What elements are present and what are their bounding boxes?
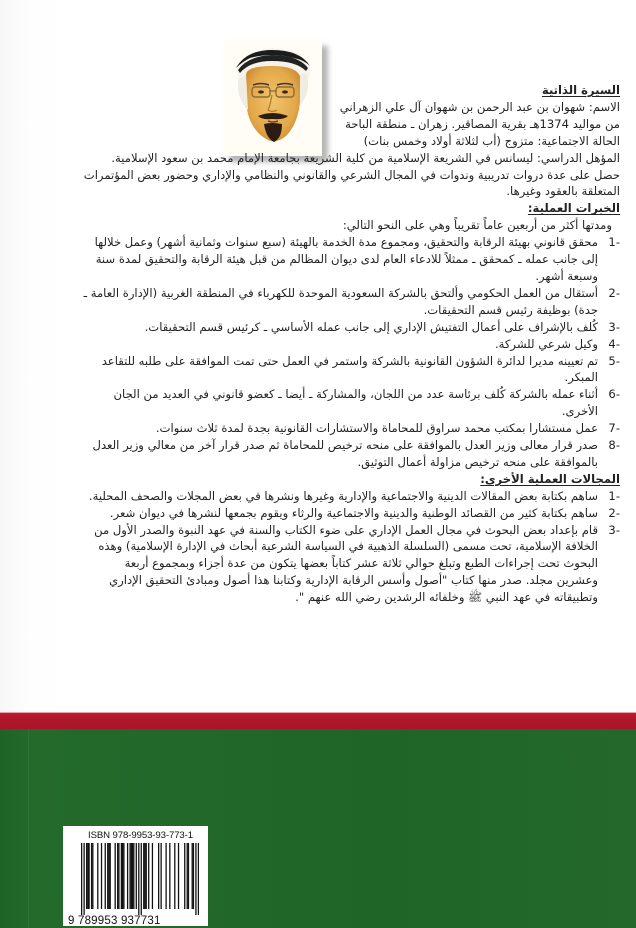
barcode-bar [92, 843, 93, 909]
barcode-bar [88, 843, 89, 909]
list-item [80, 285, 620, 319]
list-item [80, 420, 620, 437]
item-number: -7 [608, 421, 620, 436]
list-item [80, 353, 620, 387]
barcode-bar [198, 843, 199, 915]
barcode-bar [138, 843, 139, 915]
barcode-bar [187, 843, 188, 909]
barcode-bar [178, 843, 179, 909]
barcode-bar [158, 843, 159, 909]
barcode-bar [122, 843, 123, 909]
item-text: كُلف بالإشراف على أعمال التفتيش الإداري إلى جانب عمله الأساسي ـ كرئيس قسم التحقيقات. [144, 319, 598, 334]
barcode-bar [160, 843, 161, 909]
item-text: وكيل شرعي للشركة. [495, 336, 598, 351]
barcode-bar [97, 843, 98, 909]
barcode-bar [129, 843, 130, 909]
barcode-bar [174, 843, 175, 909]
item-number: -3 [608, 319, 620, 334]
barcode-bar [144, 843, 145, 909]
barcode-bar [192, 843, 193, 909]
barcode-bar [117, 843, 118, 909]
bio-name-line: الاسم: شهوان بن عبد الرحمن بن شهوان آل علي الزهراني [339, 99, 620, 114]
item-text: قام بإعداد بعض البحوث في مجال العمل الإداري على ضوء الكتاب والسنة في عهد النبوة والصدر الأول من الخلافة الإسلامية، تحت مسمى (السلسلة الذهبية في السياسة الشرعية أبحاث في الإدارة الإسلامية) وهذه البحوث تحت إجراءات الطبع وتبلغ حوالي ثلاثة عشر كتاباً بعضها يتكون من عدة أجزاء وبمجموع أربعة وعشرين مجلد. صدر منها كتاب "أصول وأسس الرقابة الإدارية وكتابنا هذا أصول ومبادئ التحقيق الإداري وتطبيقاته في عهد النبي ﷺ وخلفائه الرشدين رضي الله عنهم ". [94, 522, 598, 605]
barcode-bar [81, 843, 82, 915]
item-text: ساهم بكتابة كثير من القصائد الوطنية والدينية والاجتماعية والرثاء ويقوم بجمعها لنشرها في ديوان شعر. [109, 505, 598, 520]
list-item [80, 488, 620, 505]
list-item [80, 234, 620, 285]
barcode-bar [152, 843, 153, 909]
red-band [0, 712, 636, 730]
item-text: صدر قرار معالى وزير العدل بالموافقة على منحه ترخيص للمحاماة ثم صدر قرار آخر من معالي وزير العدل بالموافقة على منحه ترخيص مزاولة أعمال التوثيق. [92, 438, 598, 469]
bio-birth-line: من مواليد 1374هـ بقرية المصاقير. زهران ـ منطقة الباحة [345, 116, 620, 131]
bio-marital-line: الحالة الاجتماعية: متزوج (أب لثلاثة أولاد وخمس بنات) [363, 133, 620, 148]
item-text: محقق قانوني بهيئة الرقابة والتحقيق، ومجموع مدة الخدمة بالهيئة (سبع سنوات وثمانية أشهر) وعمل خلالها إلى جانب عمله ـ كمحقق ـ ممثلاً للادعاء العام لدى ديوان المظالم من قبل هيئة الرقابة والتحقيق لمدة سنة وسبعة أشهر. [94, 235, 598, 283]
isbn-barcode [63, 826, 208, 926]
other-fields-list [80, 488, 620, 606]
barcode-bar [86, 843, 87, 909]
list-item [80, 522, 620, 607]
barcode-bar [101, 843, 102, 909]
item-number: -3 [608, 522, 620, 537]
item-number: -6 [608, 387, 620, 402]
barcode-bar [91, 843, 92, 909]
item-text: أثناء عمله بالشركة كُلف برئاسة عدد من اللجان، والمشاركة ـ أيضا ـ كعضو قانوني في العديد من الجان الأخرى. [113, 387, 598, 419]
barcode-bar [184, 843, 185, 909]
cover-text-block [80, 82, 620, 606]
list-item [80, 505, 620, 522]
experience-list [80, 234, 620, 471]
barcode-bar [136, 843, 137, 909]
barcode-bar [193, 843, 194, 909]
list-item [80, 336, 620, 353]
barcode-bar [107, 843, 108, 909]
item-number: -2 [608, 505, 620, 520]
item-text: أستقال من العمل الحكومي وألتحق بالشركة السعودية الموحدة للكهرباء في المنطقة الغربية (الإدارة العامة ـ جدة) بوظيفة رئيس قسم التحقيقات. [83, 285, 598, 317]
barcode-bar [83, 843, 84, 915]
item-text: تم تعيينه مديرا لدائرة الشؤون القانونية بالشركة واستمر في العمل حتى تمت الموافقة على طلبه للتقاعد المبكر. [101, 353, 598, 385]
other-fields-heading: المجالات العملية الأخرى: [480, 471, 620, 486]
barcode-bar [146, 843, 147, 909]
barcode-bar [133, 843, 134, 909]
barcode-bar [195, 843, 196, 915]
barcode-bar [148, 843, 149, 909]
barcode-bar [108, 843, 109, 909]
item-number: -1 [608, 235, 620, 250]
bio-heading: السيرة الذاتية [541, 83, 620, 97]
barcode-bar [141, 843, 142, 915]
barcode-bar [87, 843, 88, 909]
barcode-bar [118, 843, 119, 909]
barcode-bar [121, 843, 122, 909]
barcode-bar [115, 843, 116, 909]
barcode-bar [105, 843, 106, 909]
item-number: -1 [608, 488, 620, 503]
barcode-bar [131, 843, 132, 909]
experience-heading: الخبرات العملية: [527, 201, 620, 216]
isbn-label: ISBN 978-9953-93-773-1 [88, 830, 193, 841]
barcode-bar [188, 843, 189, 909]
barcode-bar [169, 843, 170, 909]
bio-training-line: حصل على عدة دروات تدريبية وندوات في المجال الشرعي والقانوني والنظامي والإداري وحضور بعض المؤتمرات المتعلقة بالعقود وغيرها. [83, 167, 620, 199]
barcode-bar [165, 843, 166, 909]
barcode-bar [110, 843, 111, 909]
item-number: -5 [608, 353, 620, 368]
item-number: -2 [608, 285, 620, 300]
bio-education-line: المؤهل الدراسي: ليسانس في الشريعة الإسلامية من كلية الشريعة بجامعة الإمام محمد بن سعود الإسلامية. [111, 150, 620, 165]
item-number: -8 [608, 438, 620, 453]
item-number: -4 [608, 336, 620, 351]
barcode-bar [123, 843, 124, 909]
list-item [80, 386, 620, 420]
ean-digits: 9 789953 937731 [68, 915, 161, 927]
spine-fold-line [28, 729, 29, 928]
list-item [80, 437, 620, 471]
barcode-bar [127, 843, 128, 909]
barcode-bars [81, 843, 199, 915]
barcode-bar [143, 843, 144, 909]
item-text: عمل مستشارا بمكتب محمد سراوق للمحاماة والاستشارات القانونية بجدة لمدة ثلاث سنوات. [155, 421, 598, 436]
barcode-bar [132, 843, 133, 909]
list-item [80, 319, 620, 336]
experience-intro: ومدتها أكثر من أربعين عاماً تقريباً وهي على النحو التالي: [342, 218, 612, 233]
item-text: ساهم بكتابة بعض المقالات الدينية والاجتماعية والإدارية وغيرها ونشرها في بعض المجلات والصحف المحلية. [88, 488, 598, 503]
